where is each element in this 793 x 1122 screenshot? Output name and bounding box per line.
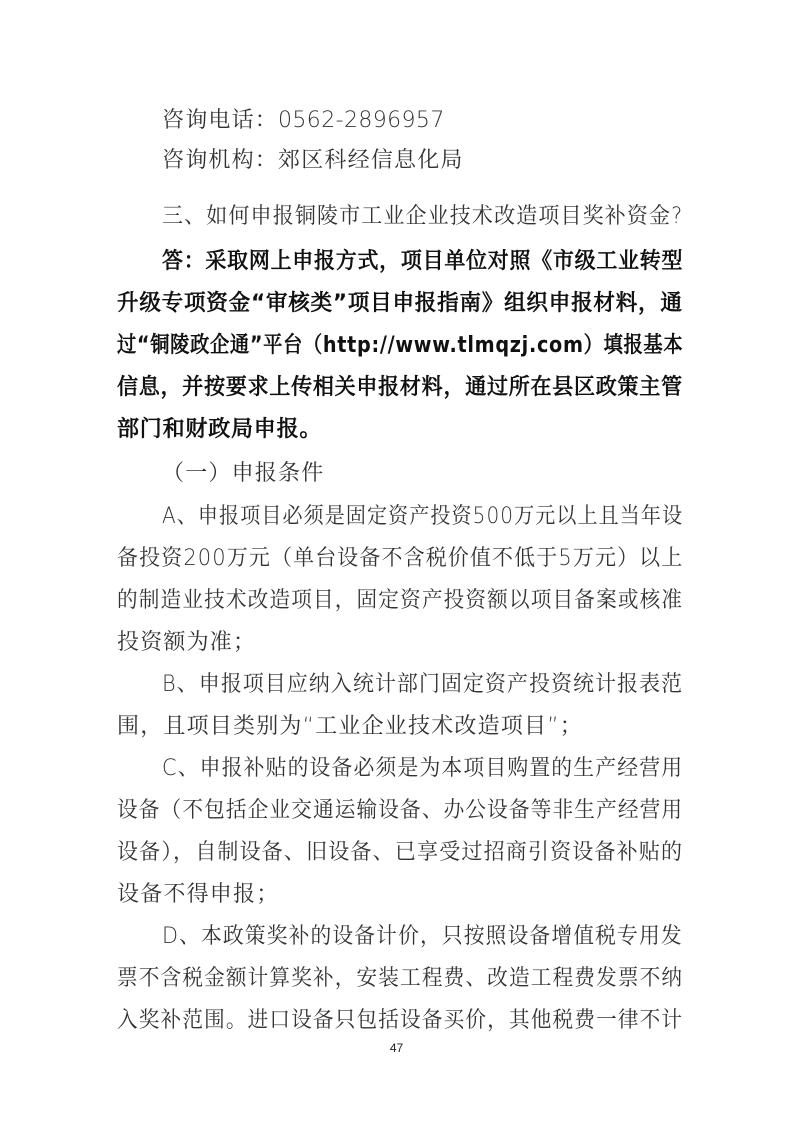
condition-d-line: D、本政策奖补的设备计价，只按照设备增值税专用发 — [162, 924, 683, 949]
condition-d-line: 入奖补范围。进口设备只包括设备买价，其他税费一律不计 — [117, 1008, 684, 1033]
contact-org-value: 郊区科经信息化局 — [278, 148, 464, 173]
answer-line: 部门和财政局申报。 — [117, 417, 323, 442]
condition-a-line: 投资额为准； — [117, 630, 257, 655]
contact-org-line — [162, 147, 464, 175]
condition-a-line: 的制造业技术改造项目，固定资产投资额以项目备案或核准 — [117, 588, 684, 613]
condition-b-line: B、申报项目应纳入统计部门固定资产投资统计报表范 — [162, 672, 684, 697]
answer-line: 升级专项资金“审核类”项目申报指南》组织申报材料，通 — [117, 291, 683, 316]
condition-a-line: 备投资200万元（单台设备不含税价值不低于5万元）以上 — [117, 546, 684, 571]
page-number: 47 — [389, 1041, 404, 1055]
condition-c-line: C、申报补贴的设备必须是为本项目购置的生产经营用 — [162, 756, 684, 781]
condition-c-line: 设备（不包括企业交通运输设备、办公设备等非生产经营用 — [117, 798, 684, 823]
section-heading: 三、如何申报铜陵市工业企业技术改造项目奖补资金? — [162, 204, 684, 229]
condition-c-line: 设备），自制设备、旧设备、已享受过招商引资设备补贴的 — [117, 840, 684, 865]
condition-d-line: 票不含税金额计算奖补，安装工程费、改造工程费发票不纳 — [117, 966, 684, 991]
conditions-heading: （一）申报条件 — [162, 461, 325, 486]
condition-a-line: A、申报项目必须是固定资产投资500万元以上且当年设 — [162, 504, 684, 529]
condition-c-line: 设备不得申报； — [117, 882, 280, 907]
contact-phone-line — [162, 107, 445, 135]
answer-line: 过“铜陵政企通”平台（http://www.tlmqzj.com）填报基本 — [117, 333, 684, 358]
answer-line: 信息，并按要求上传相关申报材料，通过所在县区政策主管 — [117, 375, 683, 400]
answer-line: 答：采取网上申报方式，项目单位对照《市级工业转型 — [162, 249, 684, 274]
contact-phone-label: 咨询电话： — [162, 108, 279, 133]
condition-b-line: 围，且项目类别为“工业企业技术改造项目”； — [117, 714, 583, 739]
contact-org-label: 咨询机构： — [162, 148, 279, 173]
contact-phone-value: 0562-2896957 — [278, 108, 445, 133]
